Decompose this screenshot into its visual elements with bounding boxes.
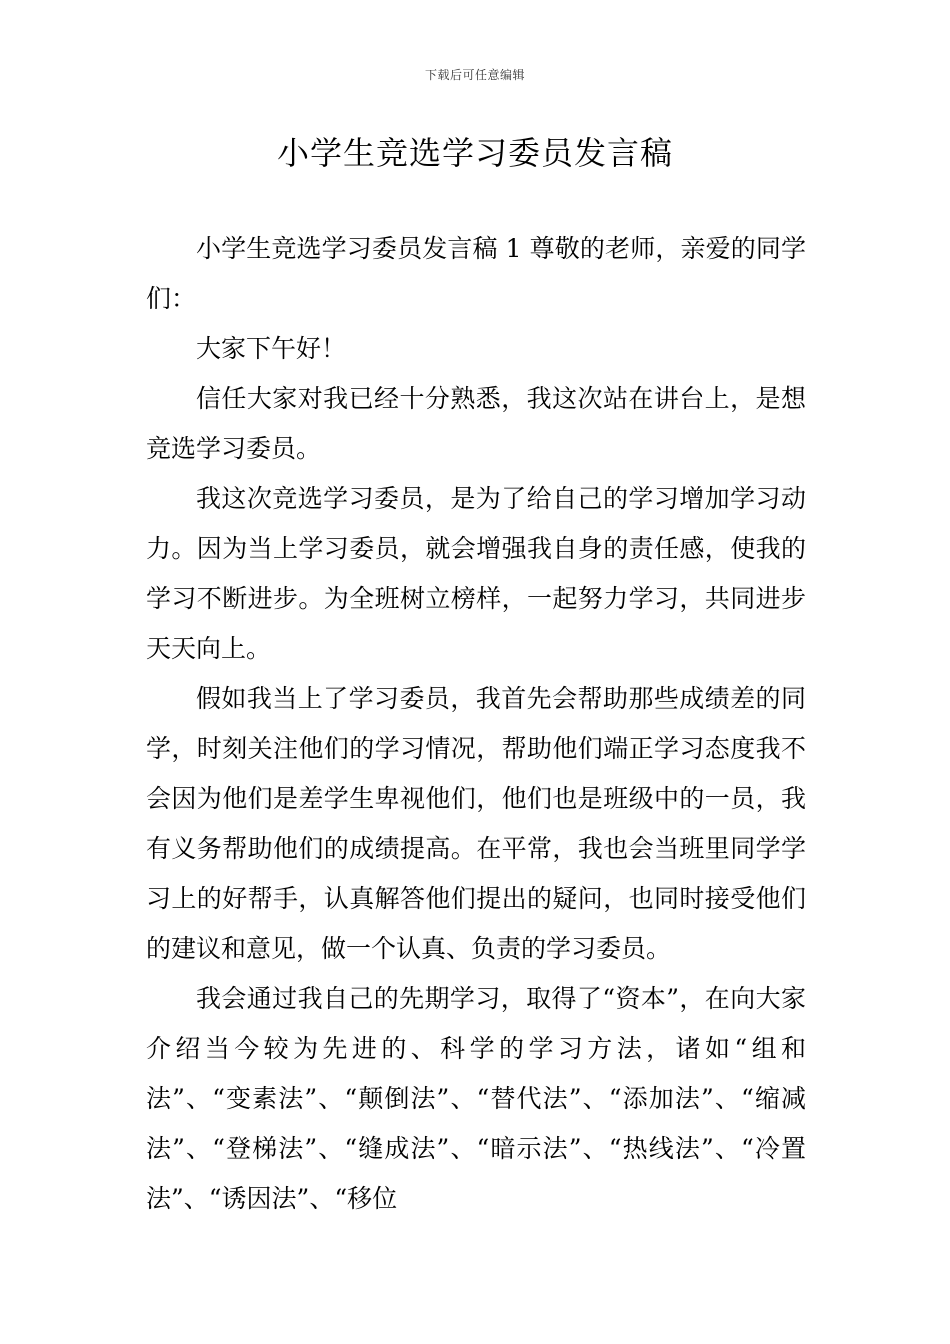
paragraph-intro: 信任大家对我已经十分熟悉，我这次站在讲台上，是想竞选学习委员。 [146, 384, 806, 463]
document-title: 小学生竞选学习委员发言稿 [276, 134, 673, 172]
header-note: 下载后可任意编辑 [424, 68, 525, 82]
paragraph-hello: 大家下午好！ [196, 334, 347, 363]
paragraph-methods: 我会通过我自己的先期学习，取得了“资本”，在向大家介绍当今较为先进的、科学的学习方法，诸如“组和法”、“变素法”、“颠倒法”、“替代法”、“添加法”、“缩减法”、“登梯法”、“缝成法”、“暗示法”、“热线法”、“冷置法”、“诱因法”、“移位 [146, 984, 806, 1213]
paragraph-motivation: 我这次竞选学习委员，是为了给自己的学习增加学习动力。因为当上学习委员，就会增强我自身的责任感，使我的学习不断进步。为全班树立榜样，一起努力学习，共同进步天天向上。 [146, 484, 806, 663]
paragraph-greeting: 小学生竞选学习委员发言稿 1 尊敬的老师，亲爱的同学们： [146, 234, 806, 313]
paragraph-plan: 假如我当上了学习委员，我首先会帮助那些成绩差的同学，时刻关注他们的学习情况，帮助他们端正学习态度我不会因为他们是差学生卑视他们，他们也是班级中的一员，我有义务帮助他们的成绩提高。在平常，我也会当班里同学学习上的好帮手，认真解答他们提出的疑问，也同时接受他们的建议和意见，做一个认真、负责的学习委员。 [146, 684, 806, 963]
document-body [146, 224, 806, 1224]
